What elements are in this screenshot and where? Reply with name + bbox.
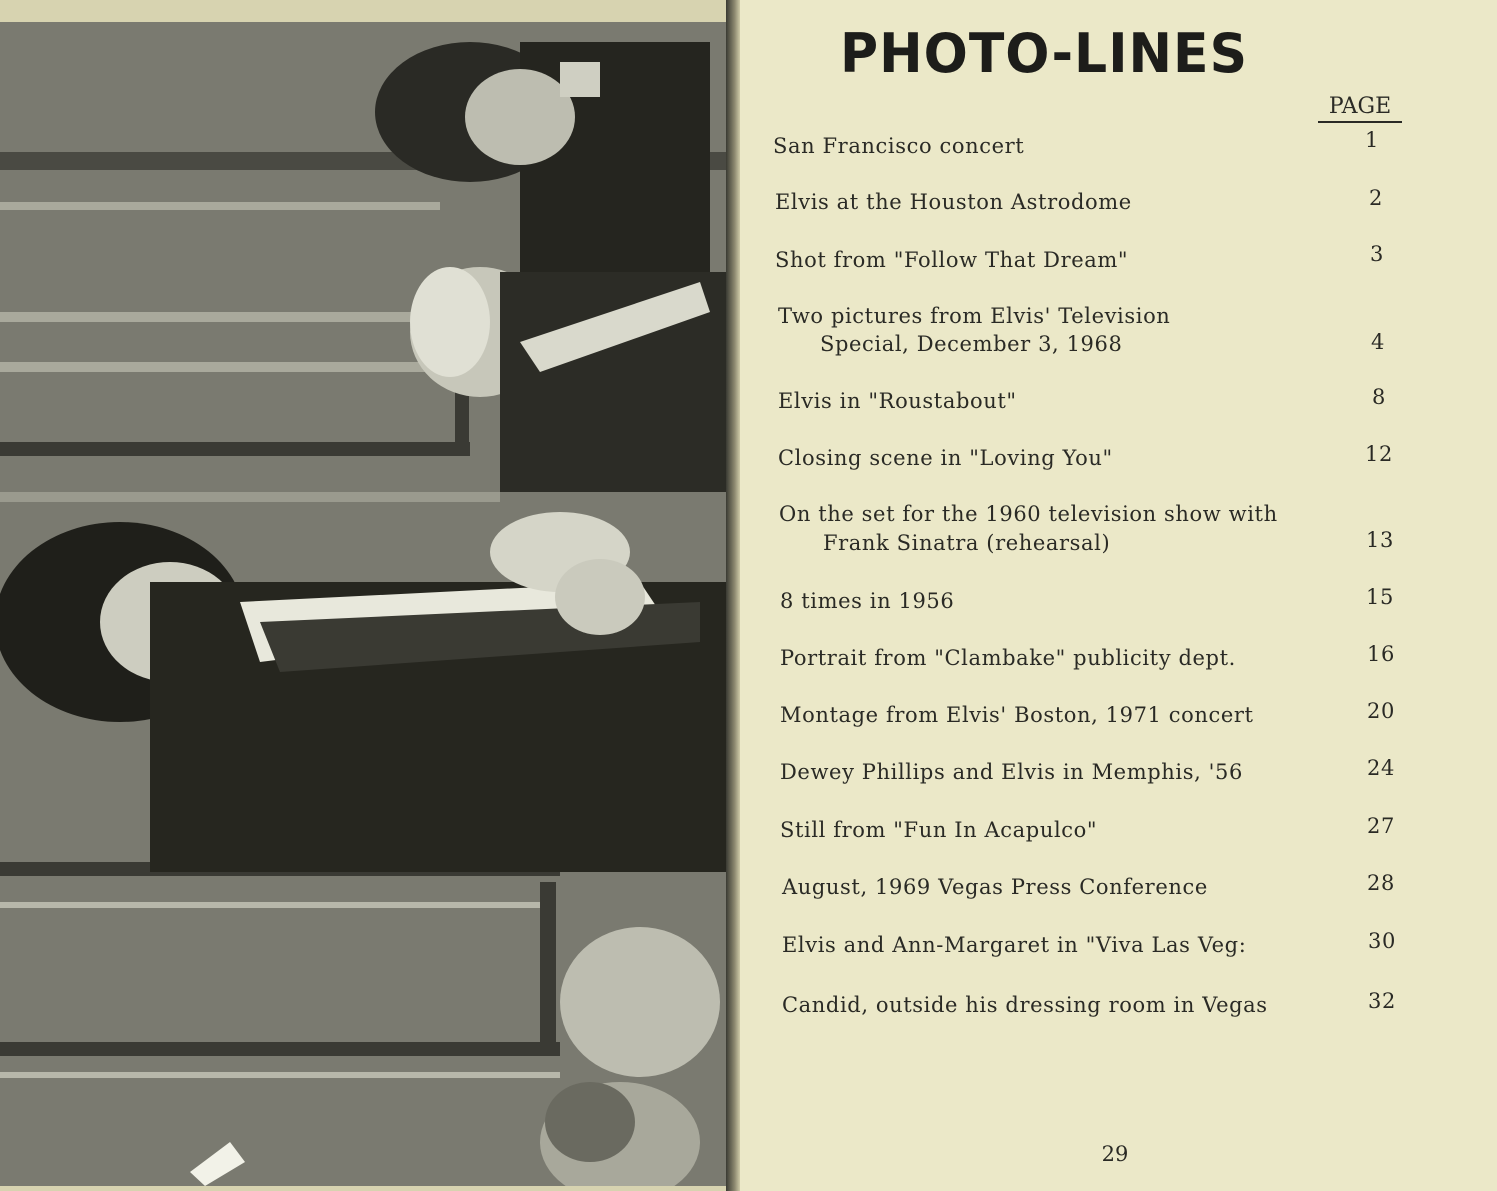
entry-caption: Elvis at the Houston Astrodome [775,190,1132,214]
entry-caption: Shot from "Follow That Dream" [775,248,1129,272]
entry-page-number: 1 [1365,128,1379,152]
entry-caption: Portrait from "Clambake" publicity dept. [780,646,1236,670]
entry-page-number: 24 [1367,756,1395,780]
entry-caption: Dewey Phillips and Elvis in Memphis, '56 [780,760,1243,784]
page-column-header: PAGE [1318,94,1402,123]
list-item [0,128,1497,194]
entry-page-number: 3 [1370,242,1384,266]
entry-caption: Closing scene in "Loving You" [778,446,1113,470]
list-item [0,186,1497,250]
entry-caption: Montage from Elvis' Boston, 1971 concert [780,703,1254,727]
list-item [0,304,1497,384]
entry-page-number: 30 [1368,929,1396,953]
page-title: PHOTO-LINES [840,22,1249,86]
list-item [0,502,1497,582]
entry-caption: On the set for the 1960 television show with [779,502,1278,526]
list-item [0,442,1497,506]
entry-caption: San Francisco concert [773,134,1025,158]
entry-caption: August, 1969 Vegas Press Conference [782,875,1208,899]
entry-page-number: 28 [1367,871,1395,895]
list-item [0,699,1497,763]
entry-page-number: 32 [1368,989,1396,1013]
entry-caption: Elvis in "Roustabout" [778,389,1017,413]
list-item [0,242,1497,308]
entry-caption-continued: Frank Sinatra (rehearsal) [823,531,1111,555]
entry-page-number: 8 [1372,385,1386,409]
list-item [0,814,1497,878]
entry-page-number: 4 [1371,330,1385,354]
list-item [0,871,1497,935]
list-item [0,385,1497,449]
list-item [0,642,1497,706]
list-item [0,989,1497,1053]
entry-page-number: 2 [1369,186,1383,210]
entry-page-number: 20 [1367,699,1395,723]
entry-page-number: 15 [1366,585,1394,609]
entry-caption: Two pictures from Elvis' Television [778,304,1171,328]
entry-page-number: 27 [1367,814,1395,838]
entry-page-number: 16 [1367,642,1395,666]
entry-caption: 8 times in 1956 [780,589,955,613]
entry-page-number: 13 [1366,528,1394,552]
list-item [0,756,1497,820]
page-number: 29 [1101,1142,1129,1166]
list-item [0,585,1497,649]
entry-caption: Elvis and Ann-Margaret in "Viva Las Veg: [782,933,1247,957]
list-item [0,929,1497,993]
entry-caption-continued: Special, December 3, 1968 [820,332,1123,356]
entry-caption: Candid, outside his dressing room in Vegas [782,993,1268,1017]
entry-caption: Still from "Fun In Acapulco" [780,818,1098,842]
entry-page-number: 12 [1365,442,1393,466]
